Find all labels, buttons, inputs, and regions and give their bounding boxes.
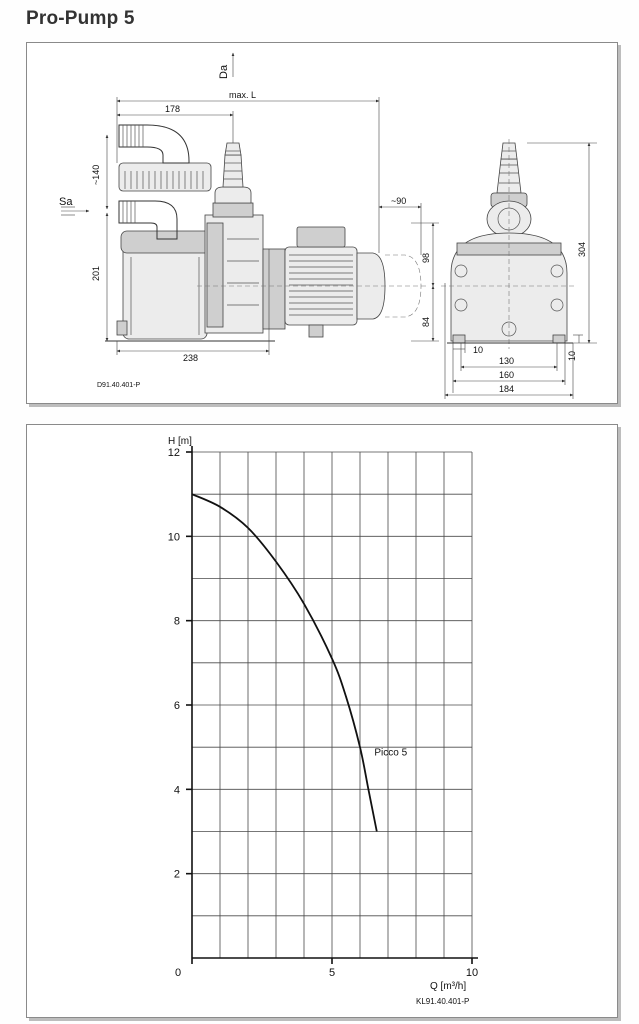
pump-curve-panel [26,424,618,1018]
dim-178: 178 [165,104,181,114]
dim-140: ~140 [91,164,101,185]
y-tick-label: 4 [173,784,180,797]
pump-dimension-drawing [27,43,617,403]
side-view [59,53,439,389]
series-label: Picco 5 [374,747,408,759]
chart-ref-code: KL91.40.401-P [416,997,470,1006]
page-title: Pro-Pump 5 [26,8,135,29]
dim-304: 304 [577,241,587,257]
dim-max-l: max. L [229,90,257,100]
y-axis-title: H [m] [168,436,192,447]
x-tick-label: 10 [465,967,479,979]
dim-10-left: 10 [473,345,484,355]
pump-curve-chart [27,425,617,1017]
x-axis-title: Q [m³/h] [430,981,467,992]
y-tick-label: 8 [173,615,180,628]
y-tick-label: 10 [167,531,180,544]
label-da: Da [218,64,230,79]
dim-90: ~90 [391,196,407,206]
y-tick-label: 2 [173,868,180,881]
dimension-drawing-panel [26,42,618,404]
y-tick-label: 6 [173,700,180,712]
drawing-ref-code: D91.40.401-P [97,382,141,389]
dim-84: 84 [421,316,431,327]
dim-130: 130 [499,356,515,366]
dim-201: 201 [91,265,101,281]
dim-184: 184 [499,384,515,394]
x-tick-label: 0 [174,967,182,979]
dim-160: 160 [499,370,515,380]
front-view [441,139,597,399]
x-tick-label: 5 [328,967,336,979]
dim-10-right: 10 [567,350,577,361]
dim-98: 98 [421,252,431,263]
y-tick-label: 12 [167,447,180,459]
label-sa: Sa [59,196,73,208]
dim-238: 238 [183,353,199,363]
